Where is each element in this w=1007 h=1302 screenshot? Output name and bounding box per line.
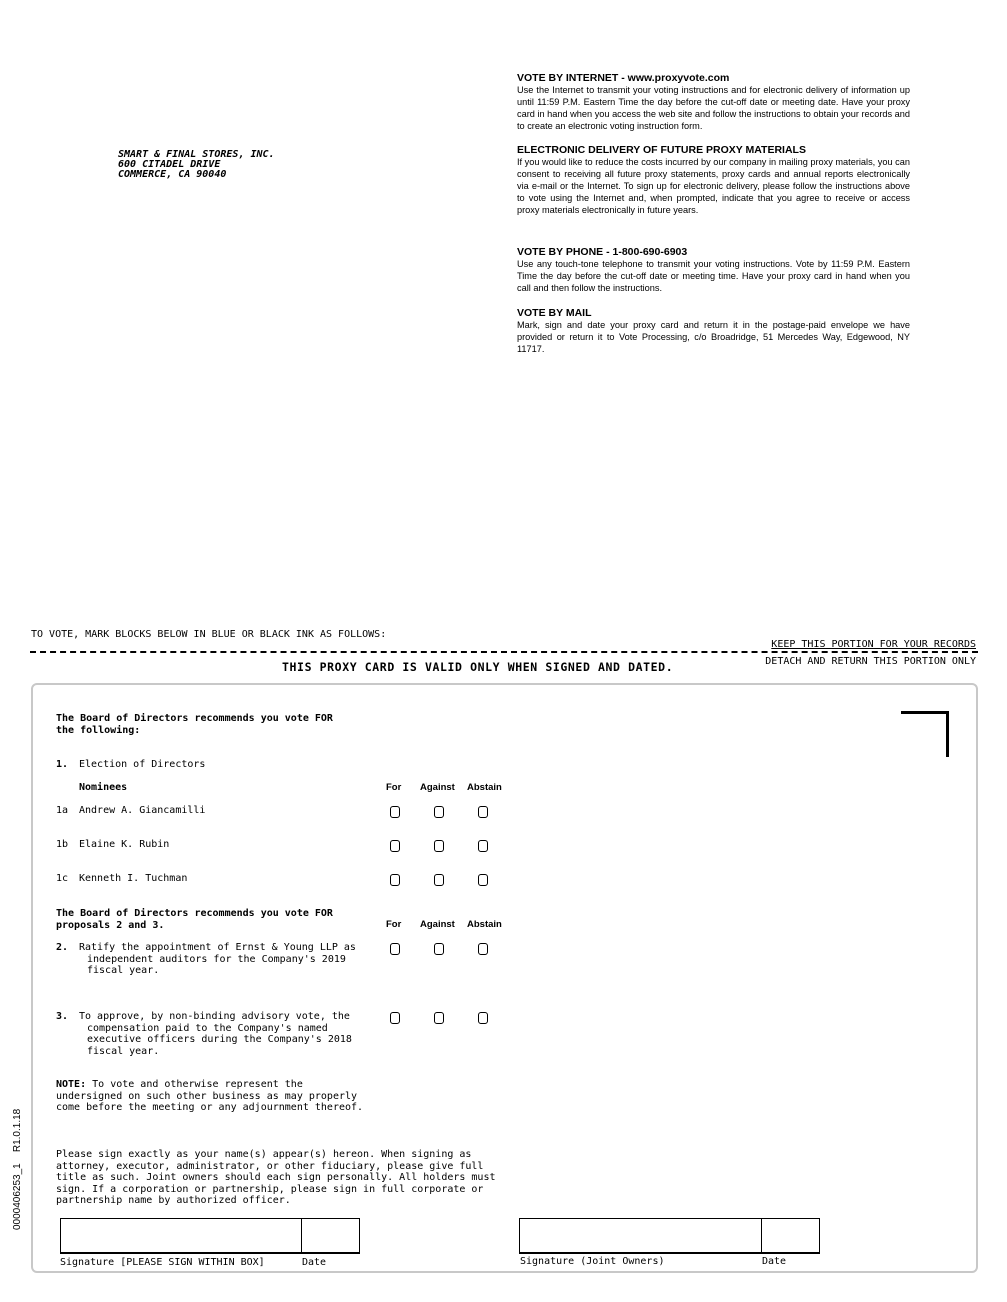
column-against: Against — [420, 782, 455, 793]
nominee-1c-name: Kenneth I. Tuchman — [79, 873, 188, 884]
nominee-1b-name: Elaine K. Rubin — [79, 839, 170, 850]
proposal-3-abstain-checkbox[interactable] — [478, 1012, 488, 1024]
sign-line: title as such. Joint owners should each sign personally. All holders must — [56, 1172, 496, 1183]
proposal-3-line: executive officers during the Company's 2018 — [87, 1034, 352, 1045]
electronic-delivery-section — [517, 144, 910, 216]
joint-signature-box[interactable] — [519, 1218, 820, 1254]
proposal-3-against-checkbox[interactable] — [434, 1012, 444, 1024]
proposal-2-line: fiscal year. — [87, 965, 160, 976]
proposal-2-line: Ratify the appointment of Ernst & Young LLP as — [79, 942, 356, 953]
item-1-number: 1. — [56, 759, 69, 770]
vote-by-phone-text: Use any touch-tone telephone to transmit your voting instructions. Vote by 11:59 P.M. Eastern Time the day before the cut-off date or meeting time. Have your proxy card in hand when you call and then follow the instructions. — [517, 259, 910, 293]
company-city: COMMERCE, CA 90040 — [118, 169, 227, 180]
nominee-1c-against-checkbox[interactable] — [434, 874, 444, 886]
vote-by-mail-heading: VOTE BY MAIL — [517, 307, 592, 319]
mark-instructions: TO VOTE, MARK BLOCKS BELOW IN BLUE OR BLACK INK AS FOLLOWS: — [31, 629, 387, 640]
proposal-2-abstain-checkbox[interactable] — [478, 943, 488, 955]
valid-notice: THIS PROXY CARD IS VALID ONLY WHEN SIGNED AND DATED. — [282, 660, 674, 674]
proposal-2-for-checkbox[interactable] — [390, 943, 400, 955]
proposal-2-line: independent auditors for the Company's 2019 — [87, 953, 346, 965]
vote-by-internet-text: Use the Internet to transmit your voting instructions and for electronic delivery of information up until 11:59 P.M. Eastern Time the day before the cut-off date or meeting date. Have your proxy card in hand when you access the web site and follow the instructions to obtain your records and to create an electronic voting instruction form. — [517, 85, 910, 131]
company-name: SMART & FINAL STORES, INC. — [118, 149, 275, 160]
proposal-2-text — [79, 942, 356, 977]
nominee-1b-for-checkbox[interactable] — [390, 840, 400, 852]
sign-line: partnership name by authorized officer. — [56, 1195, 291, 1206]
proposal-3-line: compensation paid to the Company's named — [87, 1022, 328, 1034]
proposal-3-text — [79, 1011, 352, 1057]
item-1-label: Election of Directors — [79, 759, 206, 770]
proposal-3-line: fiscal year. — [87, 1045, 160, 1057]
nominee-1a-against-checkbox[interactable] — [434, 806, 444, 818]
note-line: come before the meeting or any adjournment thereof. — [56, 1102, 364, 1113]
column-abstain: Abstain — [467, 782, 502, 793]
nominee-1c-abstain-checkbox[interactable] — [478, 874, 488, 886]
document-code: 0000406253_1 R1.0.1.18 — [12, 1108, 23, 1230]
signature-label: Signature [PLEASE SIGN WITHIN BOX] — [60, 1257, 265, 1268]
nominee-1b-id: 1b — [56, 839, 69, 850]
recommendation-2-line2: proposals 2 and 3. — [56, 920, 165, 931]
nominee-1a-name: Andrew A. Giancamilli — [79, 805, 206, 816]
proposal-3-for-checkbox[interactable] — [390, 1012, 400, 1024]
note-label: NOTE: — [56, 1079, 87, 1090]
nominee-1a-abstain-checkbox[interactable] — [478, 806, 488, 818]
nominee-1b-abstain-checkbox[interactable] — [478, 840, 488, 852]
vote-by-mail-section — [517, 307, 910, 355]
column-against-2: Against — [420, 919, 455, 930]
nominees-header: Nominees — [79, 782, 128, 793]
electronic-delivery-text: If you would like to reduce the costs incurred by our company in mailing proxy materials, you can consent to receiving all future proxy statements, proxy cards and annual reports electronically via e-mail or the Internet. To sign up for electronic delivery, please follow the instructions above to vote using the Internet and, when prompted, indicate that you agree to receive or access proxy materials electronically in future years. — [517, 157, 910, 215]
vote-by-phone-section — [517, 246, 910, 294]
nominee-1b-against-checkbox[interactable] — [434, 840, 444, 852]
joint-signature-date-divider — [761, 1218, 762, 1253]
nominee-1c-for-checkbox[interactable] — [390, 874, 400, 886]
joint-date-label: Date — [762, 1256, 787, 1267]
nominee-1a-for-checkbox[interactable] — [390, 806, 400, 818]
detach-portion-label: DETACH AND RETURN THIS PORTION ONLY — [765, 656, 976, 667]
note-line: To vote and otherwise represent the — [86, 1079, 303, 1090]
note-block — [56, 1079, 363, 1114]
detach-line — [30, 651, 978, 653]
sign-line: sign. If a corporation or partnership, please sign in full corporate or — [56, 1183, 484, 1195]
date-label: Date — [302, 1257, 327, 1268]
signature-box[interactable] — [60, 1218, 360, 1254]
keep-portion-label: KEEP THIS PORTION FOR YOUR RECORDS — [771, 639, 976, 650]
electronic-delivery-heading: ELECTRONIC DELIVERY OF FUTURE PROXY MATERIALS — [517, 144, 806, 156]
proposal-2-number: 2. — [56, 942, 69, 953]
sign-line: attorney, executor, administrator, or other fiduciary, please give full — [56, 1160, 484, 1172]
company-address — [118, 150, 275, 180]
note-line: undersigned on such other business as may properly — [56, 1090, 358, 1102]
nominee-1a-id: 1a — [56, 805, 69, 816]
vote-by-internet-section — [517, 72, 910, 132]
sign-line: Please sign exactly as your name(s) appear(s) hereon. When signing as — [56, 1149, 472, 1160]
proposal-2-against-checkbox[interactable] — [434, 943, 444, 955]
recommendation-1-line2: the following: — [56, 725, 141, 736]
vote-by-phone-heading: VOTE BY PHONE - 1-800-690-6903 — [517, 246, 688, 258]
recommendation-1-line1: The Board of Directors recommends you vote FOR — [56, 713, 333, 724]
column-abstain-2: Abstain — [467, 919, 502, 930]
column-for-2: For — [386, 919, 402, 930]
column-for: For — [386, 782, 402, 793]
vote-by-mail-text: Mark, sign and date your proxy card and return it in the postage-paid envelope we have provided or return it to Vote Processing, c/o Broadridge, 51 Mercedes Way, Edgewood, NY 11717. — [517, 320, 910, 354]
proposal-3-number: 3. — [56, 1011, 69, 1022]
company-street: 600 CITADEL DRIVE — [118, 159, 221, 170]
recommendation-2-line1: The Board of Directors recommends you vote FOR — [56, 908, 333, 919]
nominee-1c-id: 1c — [56, 873, 69, 884]
corner-mark — [901, 711, 949, 757]
proposal-3-line: To approve, by non-binding advisory vote, the — [79, 1011, 350, 1022]
joint-signature-label: Signature (Joint Owners) — [520, 1256, 665, 1267]
signature-date-divider — [301, 1218, 302, 1253]
signing-instructions — [56, 1149, 496, 1207]
vote-by-internet-heading: VOTE BY INTERNET - www.proxyvote.com — [517, 72, 730, 84]
